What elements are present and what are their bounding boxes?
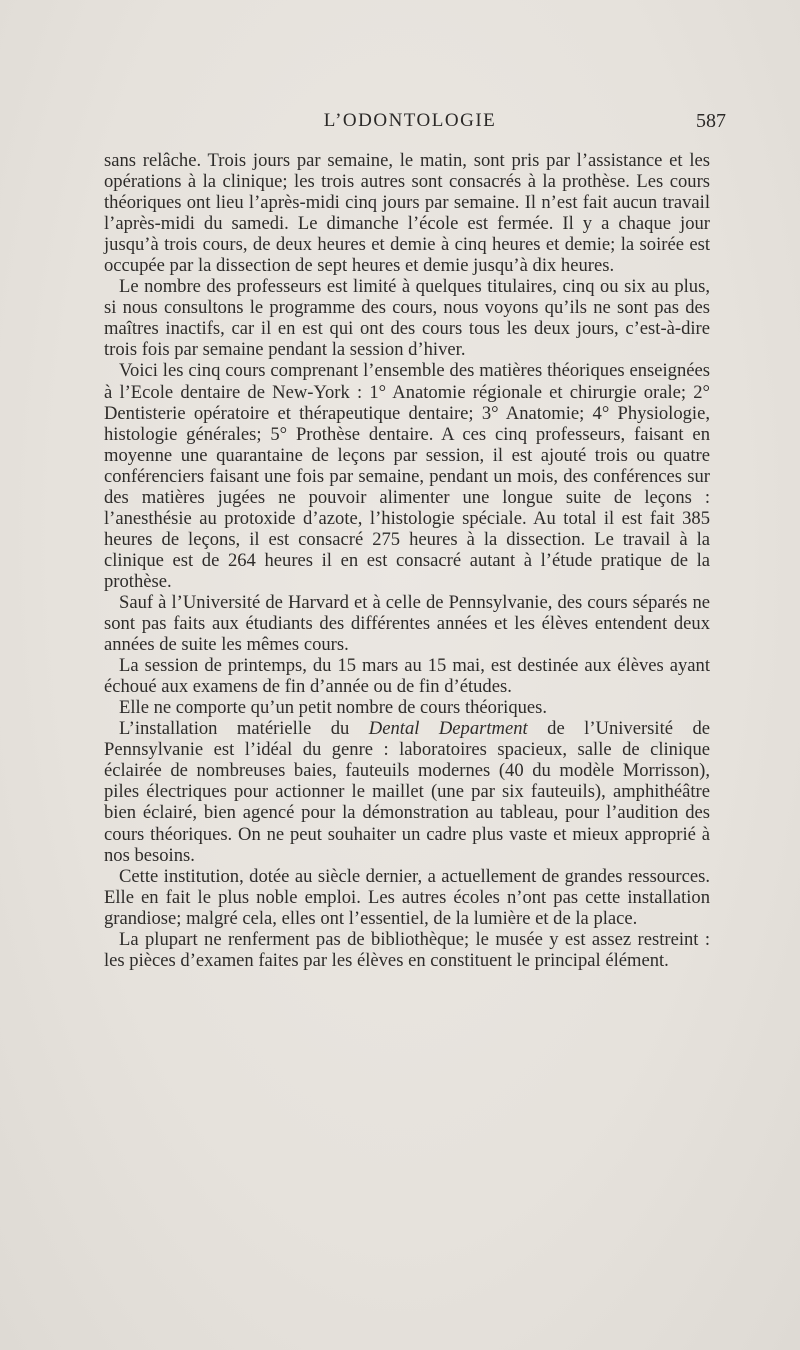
paragraph-7: [104, 718, 710, 865]
paragraph-1: sans relâche. Trois jours par semaine, le matin, sont pris par l’assistance et les opérations à la clinique; les trois autres sont consacrés à la prothèse. Les cours théoriques ont lieu l’après-midi cinq jours par semaine. Il n’est fait aucun travail l’après-midi du samedi. Le dimanche l’école est fermée. Il y a chaque jour jusqu’à trois cours, de deux heures et demie à cinq heures et demie; la soirée est occupée par la dissection de sept heures et demie jusqu’à dix heures.: [104, 150, 710, 277]
paragraph-5: La session de printemps, du 15 mars au 15 mai, est destinée aux élèves ayant échoué aux examens de fin d’année ou de fin d’études.: [104, 655, 710, 698]
running-head: [100, 110, 726, 140]
paragraph-7-after: de l’Université de Pennsylvanie est l’idéal du genre : laboratoires spacieux, salle de clinique éclairée de nombreuses baies, fauteuils modernes (40 du modèle Morrisson), piles électriques pour actionner le maillet (une par six fauteuils), amphithéâtre bien éclairé, bien agencé pour la démonstration au tableau, pour l’audition des cours théoriques. On ne peut souhaiter un cadre plus vaste et mieux approprié à nos besoins.: [104, 718, 711, 866]
paragraph-2: Le nombre des professeurs est limité à quelques titulaires, cinq ou six au plus, si nous consultons le programme des cours, nous voyons qu’ils ne sont pas des maîtres inactifs, car il en est qui ont des cours tous les deux jours, c’est-à-dire trois fois par semaine pendant la session d’hiver.: [104, 276, 710, 361]
running-title: L’ODONTOLOGIE: [323, 110, 497, 131]
paragraph-8: Cette institution, dotée au siècle dernier, a actuellement de grandes ressources. Elle en fait le plus noble emploi. Les autres écoles n’ont pas cette installation grandiose; malgré cela, elles ont l’essentiel, de la lumière et de la place.: [104, 865, 710, 929]
page-number: 587: [696, 110, 726, 132]
body-text: [104, 150, 710, 971]
paragraph-4: Sauf à l’Université de Harvard et à celle de Pennsylvanie, des cours séparés ne sont pas faits aux étudiants des différentes années et les élèves entendent deux années de suite les mêmes cours.: [104, 591, 710, 656]
paragraph-3: Voici les cinq cours comprenant l’ensemble des matières théoriques enseignées à l’Ecole dentaire de New-York : 1° Anatomie régionale et chirurgie orale; 2° Dentisterie opératoire et thérapeutique dentaire; 3° Anatomie; 4° Physiologie, histologie générales; 5° Prothèse dentaire. A ces cinq professeurs, faisant en moyenne une quarantaine de leçons par session, il est ajouté trois ou quatre conférenciers faisant une fois par semaine, pendant un mois, des conférences sur des matières jugées ne pouvoir alimenter une longue suite de leçons : l’anesthésie au protoxide d’azote, l’histologie spéciale. Au total il est fait 385 heures de leçons, il est consacré 275 heures à la dissection. Le travail à la clinique est de 264 heures il en est consacré autant à l’étude pratique de la prothèse.: [104, 360, 710, 592]
dental-department-emphasis: Dental Department: [368, 718, 528, 740]
paragraph-6: Elle ne comporte qu’un petit nombre de cours théoriques.: [119, 697, 548, 719]
paragraph-9: La plupart ne renferment pas de bibliothèque; le musée y est assez restreint : les pièces d’examen faites par les élèves en constituent le principal élément.: [104, 928, 710, 971]
paragraph-7-before: L’installation matérielle du: [119, 718, 369, 740]
